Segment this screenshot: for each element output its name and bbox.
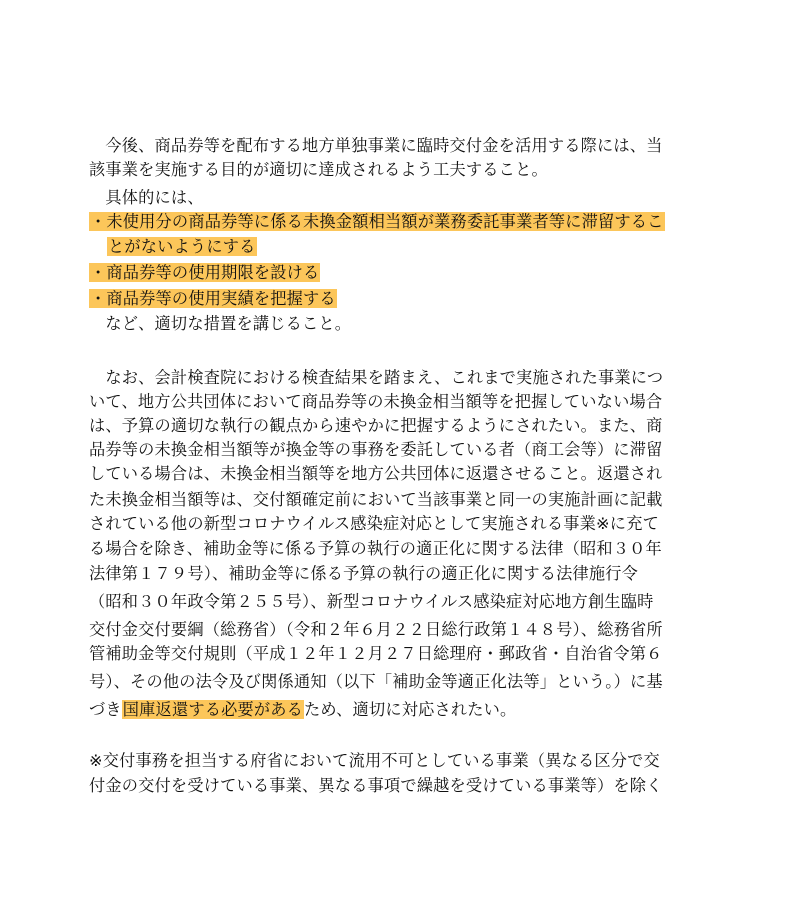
note-line2: 付金の交付を受けている事業、異なる事項で繰越を受けている事業等）を除く — [89, 776, 663, 795]
highlight: ・商品券等の使用期限を設ける — [90, 263, 320, 282]
paragraph2-line: なお、会計検査院における検査結果を踏まえ、これまで実施された事業につ — [89, 368, 664, 387]
paragraph2-line: いて、地方公共団体において商品券等の未換金相当額等を把握していない場合 — [89, 392, 663, 411]
paragraph2-line: 管補助金等交付規則（平成１２年１２月２７日総理府・郵政省・自治省令第６ — [89, 644, 663, 663]
text: ため、適切に対応されたい。 — [304, 700, 517, 719]
text: づき — [89, 700, 122, 719]
paragraph1-line1: 今後、商品券等を配布する地方単独事業に臨時交付金を活用する際には、当 — [89, 136, 663, 155]
paragraph2-line: 号）、その他の法令及び関係通知（以下「補助金等適正化法等」という。）に基 — [89, 672, 663, 691]
paragraph1-line2: 該事業を実施する目的が適切に達成されるよう工夫すること。 — [89, 160, 548, 179]
paragraph2-line: 法律第１７９号）、補助金等に係る予算の執行の適正化に関する法律施行令 — [89, 564, 639, 583]
highlight: 国庫返還する必要がある — [122, 700, 304, 719]
note-line1: ※交付事務を担当する府省において流用不可としている事業（異なる区分で交 — [89, 751, 660, 770]
paragraph1-line3: 具体的には、 — [89, 188, 204, 207]
paragraph2-line: た未換金相当額等は、交付額確定前において当該事業と同一の実施計画に記載 — [89, 490, 663, 509]
paragraph2-line: している場合は、未換金相当額等を地方公共団体に返還させること。返還され — [89, 464, 663, 483]
paragraph2-line: る場合を除き、補助金等に係る予算の執行の適正化に関する法律（昭和３０年 — [89, 539, 662, 558]
highlight: とがないようにする — [108, 237, 256, 256]
paragraph2-last-line — [89, 699, 516, 721]
paragraph2-line: は、予算の適切な執行の観点から速やかに把握するようにされたい。また、商 — [89, 416, 663, 435]
bullet3 — [89, 288, 337, 310]
paragraph2-line: されている他の新型コロナウイルス感染症対応として実施される事業※に充て — [89, 514, 659, 533]
highlight: ・商品券等の使用実績を把握する — [90, 289, 336, 308]
paragraph2-line: （昭和３０年政令第２５５号）、新型コロナウイルス感染症対応地方創生臨時 — [89, 592, 654, 611]
paragraph2-line: 交付金交付要綱（総務省）（令和２年６月２２日総行政第１４８号）、総務省所 — [89, 620, 663, 639]
paragraph1-closing: など、適切な措置を講じること。 — [89, 314, 352, 333]
bullet1-line1 — [89, 211, 665, 233]
bullet1-line2 — [107, 236, 257, 258]
paragraph2-line: 品券等の未換金相当額等が換金等の事務を委託している者（商工会等）に滞留 — [89, 440, 663, 459]
bullet2 — [89, 262, 320, 284]
highlight: ・未使用分の商品券等に係る未換金額相当額が業務委託事業者等に滞留するこ — [90, 212, 664, 231]
